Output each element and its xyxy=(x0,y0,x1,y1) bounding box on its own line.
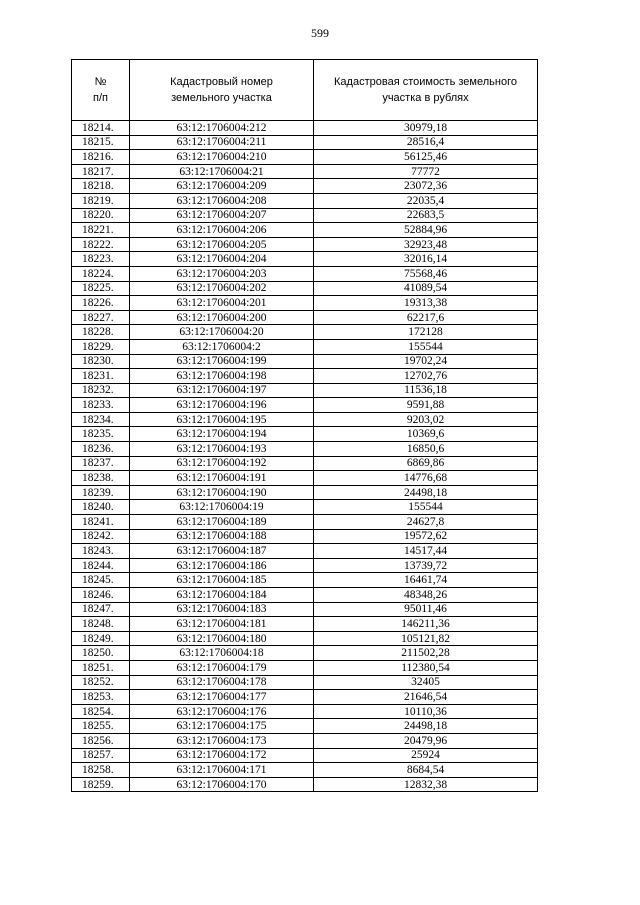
table-row xyxy=(72,529,538,544)
cadastral-number-cell: 63:12:1706004:177 xyxy=(130,690,314,705)
table-row xyxy=(72,442,538,457)
cadastral-value-cell: 41089,54 xyxy=(314,281,538,296)
table-row xyxy=(72,237,538,252)
row-number-cell: 18252. xyxy=(72,675,130,690)
cadastral-value-cell: 13739,72 xyxy=(314,558,538,573)
cadastral-number-cell: 63:12:1706004:203 xyxy=(130,266,314,281)
row-number-cell: 18257. xyxy=(72,748,130,763)
header-value-line-1: Кадастровая стоимость земельного xyxy=(334,76,517,88)
table-row xyxy=(72,354,538,369)
table-row xyxy=(72,427,538,442)
table-row xyxy=(72,456,538,471)
header-value-line-2: участка в рублях xyxy=(382,92,469,104)
cadastral-value-cell: 12832,38 xyxy=(314,777,538,792)
table-row xyxy=(72,748,538,763)
cadastral-number-cell: 63:12:1706004:208 xyxy=(130,193,314,208)
row-number-cell: 18258. xyxy=(72,763,130,778)
cadastral-value-cell: 24627,8 xyxy=(314,515,538,530)
cadastral-value-cell: 28516,4 xyxy=(314,135,538,150)
cadastral-value-cell: 22683,5 xyxy=(314,208,538,223)
cadastral-number-cell: 63:12:1706004:172 xyxy=(130,748,314,763)
table-row xyxy=(72,223,538,238)
cadastral-value-cell: 19313,38 xyxy=(314,296,538,311)
cadastral-value-cell: 16850,6 xyxy=(314,442,538,457)
table-body xyxy=(72,121,538,792)
cadastral-value-cell: 23072,36 xyxy=(314,179,538,194)
row-number-cell: 18235. xyxy=(72,427,130,442)
row-number-cell: 18249. xyxy=(72,631,130,646)
table-row xyxy=(72,383,538,398)
row-number-cell: 18233. xyxy=(72,398,130,413)
cadastral-value-cell: 155544 xyxy=(314,500,538,515)
cadastral-value-cell: 25924 xyxy=(314,748,538,763)
row-number-cell: 18231. xyxy=(72,369,130,384)
cadastral-value-cell: 24498,18 xyxy=(314,485,538,500)
row-number-cell: 18218. xyxy=(72,179,130,194)
cadastral-number-cell: 63:12:1706004:201 xyxy=(130,296,314,311)
cadastral-number-cell: 63:12:1706004:187 xyxy=(130,544,314,559)
row-number-cell: 18220. xyxy=(72,208,130,223)
row-number-cell: 18241. xyxy=(72,515,130,530)
table-row xyxy=(72,339,538,354)
table-row xyxy=(72,763,538,778)
table-row xyxy=(72,675,538,690)
table-row xyxy=(72,690,538,705)
cadastral-value-cell: 9203,02 xyxy=(314,412,538,427)
row-number-cell: 18256. xyxy=(72,733,130,748)
row-number-cell: 18254. xyxy=(72,704,130,719)
cadastral-value-cell: 10369,6 xyxy=(314,427,538,442)
cadastral-number-cell: 63:12:1706004:170 xyxy=(130,777,314,792)
cadastral-number-cell: 63:12:1706004:2 xyxy=(130,339,314,354)
table-row xyxy=(72,500,538,515)
table-row xyxy=(72,733,538,748)
cadastral-number-cell: 63:12:1706004:199 xyxy=(130,354,314,369)
cadastral-number-cell: 63:12:1706004:196 xyxy=(130,398,314,413)
table-row xyxy=(72,325,538,340)
cadastral-value-cell: 32405 xyxy=(314,675,538,690)
cadastral-number-cell: 63:12:1706004:18 xyxy=(130,646,314,661)
cadastral-value-cell: 9591,88 xyxy=(314,398,538,413)
cadastral-number-cell: 63:12:1706004:176 xyxy=(130,704,314,719)
table-row xyxy=(72,660,538,675)
cadastral-number-cell: 63:12:1706004:212 xyxy=(130,121,314,136)
table-row xyxy=(72,252,538,267)
cadastral-value-cell: 30979,18 xyxy=(314,121,538,136)
cadastral-number-cell: 63:12:1706004:202 xyxy=(130,281,314,296)
cadastral-number-cell: 63:12:1706004:183 xyxy=(130,602,314,617)
row-number-cell: 18224. xyxy=(72,266,130,281)
row-number-cell: 18236. xyxy=(72,442,130,457)
cadastral-value-cell: 52884,96 xyxy=(314,223,538,238)
table-row xyxy=(72,777,538,792)
header-cadastral-line-1: Кадастровый номер xyxy=(170,76,273,88)
cadastral-value-cell: 146211,36 xyxy=(314,617,538,632)
row-number-cell: 18239. xyxy=(72,485,130,500)
cadastral-number-cell: 63:12:1706004:191 xyxy=(130,471,314,486)
row-number-cell: 18240. xyxy=(72,500,130,515)
cadastral-number-cell: 63:12:1706004:188 xyxy=(130,529,314,544)
cadastral-number-cell: 63:12:1706004:175 xyxy=(130,719,314,734)
table-row xyxy=(72,369,538,384)
table-row xyxy=(72,412,538,427)
table-row xyxy=(72,573,538,588)
cadastral-value-cell: 16461,74 xyxy=(314,573,538,588)
cadastral-value-cell: 77772 xyxy=(314,164,538,179)
table-row xyxy=(72,208,538,223)
cadastral-number-cell: 63:12:1706004:194 xyxy=(130,427,314,442)
cadastral-number-cell: 63:12:1706004:190 xyxy=(130,485,314,500)
cadastral-value-cell: 155544 xyxy=(314,339,538,354)
header-number-line-1: № xyxy=(94,76,107,88)
cadastral-value-cell: 19702,24 xyxy=(314,354,538,369)
table-row xyxy=(72,193,538,208)
cadastral-number-cell: 63:12:1706004:206 xyxy=(130,223,314,238)
table-row xyxy=(72,719,538,734)
page-number: 599 xyxy=(311,26,329,40)
row-number-cell: 18248. xyxy=(72,617,130,632)
table-row xyxy=(72,631,538,646)
cadastral-number-cell: 63:12:1706004:207 xyxy=(130,208,314,223)
row-number-cell: 18221. xyxy=(72,223,130,238)
cadastral-number-cell: 63:12:1706004:197 xyxy=(130,383,314,398)
table-row xyxy=(72,179,538,194)
cadastral-number-cell: 63:12:1706004:186 xyxy=(130,558,314,573)
row-number-cell: 18238. xyxy=(72,471,130,486)
row-number-cell: 18242. xyxy=(72,529,130,544)
cadastral-value-cell: 95011,46 xyxy=(314,602,538,617)
row-number-cell: 18227. xyxy=(72,310,130,325)
cadastral-number-cell: 63:12:1706004:21 xyxy=(130,164,314,179)
cadastral-number-cell: 63:12:1706004:180 xyxy=(130,631,314,646)
cadastral-number-cell: 63:12:1706004:181 xyxy=(130,617,314,632)
table-row xyxy=(72,704,538,719)
table-header-row xyxy=(72,60,538,121)
header-cadastral-line-2: земельного участка xyxy=(171,92,272,104)
cadastral-value-cell: 21646,54 xyxy=(314,690,538,705)
header-number-line-2: п/п xyxy=(93,92,108,104)
cadastral-value-cell: 211502,28 xyxy=(314,646,538,661)
row-number-cell: 18234. xyxy=(72,412,130,427)
cadastral-value-cell: 172128 xyxy=(314,325,538,340)
table-row xyxy=(72,588,538,603)
row-number-cell: 18225. xyxy=(72,281,130,296)
cadastral-value-cell: 20479,96 xyxy=(314,733,538,748)
cadastral-value-cell: 62217,6 xyxy=(314,310,538,325)
row-number-cell: 18217. xyxy=(72,164,130,179)
row-number-cell: 18250. xyxy=(72,646,130,661)
table-row xyxy=(72,121,538,136)
cadastral-number-cell: 63:12:1706004:211 xyxy=(130,135,314,150)
row-number-cell: 18214. xyxy=(72,121,130,136)
row-number-cell: 18245. xyxy=(72,573,130,588)
header-cadastral-value xyxy=(314,60,538,121)
cadastral-number-cell: 63:12:1706004:193 xyxy=(130,442,314,457)
row-number-cell: 18222. xyxy=(72,237,130,252)
cadastral-value-cell: 6869,86 xyxy=(314,456,538,471)
table-row xyxy=(72,281,538,296)
cadastral-number-cell: 63:12:1706004:209 xyxy=(130,179,314,194)
row-number-cell: 18232. xyxy=(72,383,130,398)
table-row xyxy=(72,398,538,413)
cadastral-number-cell: 63:12:1706004:198 xyxy=(130,369,314,384)
row-number-cell: 18229. xyxy=(72,339,130,354)
table-row xyxy=(72,602,538,617)
header-number xyxy=(72,60,130,121)
cadastral-number-cell: 63:12:1706004:192 xyxy=(130,456,314,471)
table-row xyxy=(72,310,538,325)
cadastral-number-cell: 63:12:1706004:204 xyxy=(130,252,314,267)
cadastral-value-cell: 14517,44 xyxy=(314,544,538,559)
cadastral-number-cell: 63:12:1706004:19 xyxy=(130,500,314,515)
cadastral-value-cell: 112380,54 xyxy=(314,660,538,675)
table-row xyxy=(72,558,538,573)
cadastral-value-cell: 105121,82 xyxy=(314,631,538,646)
cadastral-number-cell: 63:12:1706004:185 xyxy=(130,573,314,588)
cadastral-value-cell: 32016,14 xyxy=(314,252,538,267)
row-number-cell: 18243. xyxy=(72,544,130,559)
table-row xyxy=(72,485,538,500)
cadastral-value-cell: 24498,18 xyxy=(314,719,538,734)
row-number-cell: 18219. xyxy=(72,193,130,208)
cadastral-number-cell: 63:12:1706004:200 xyxy=(130,310,314,325)
table-row xyxy=(72,617,538,632)
row-number-cell: 18253. xyxy=(72,690,130,705)
cadastral-number-cell: 63:12:1706004:184 xyxy=(130,588,314,603)
table-row xyxy=(72,646,538,661)
cadastral-value-cell: 48348,26 xyxy=(314,588,538,603)
row-number-cell: 18255. xyxy=(72,719,130,734)
cadastral-value-cell: 11536,18 xyxy=(314,383,538,398)
cadastral-table xyxy=(71,59,538,792)
cadastral-value-cell: 22035,4 xyxy=(314,193,538,208)
cadastral-number-cell: 63:12:1706004:171 xyxy=(130,763,314,778)
cadastral-value-cell: 32923,48 xyxy=(314,237,538,252)
cadastral-value-cell: 19572,62 xyxy=(314,529,538,544)
cadastral-value-cell: 12702,76 xyxy=(314,369,538,384)
cadastral-number-cell: 63:12:1706004:178 xyxy=(130,675,314,690)
table-row xyxy=(72,515,538,530)
row-number-cell: 18223. xyxy=(72,252,130,267)
row-number-cell: 18228. xyxy=(72,325,130,340)
cadastral-number-cell: 63:12:1706004:189 xyxy=(130,515,314,530)
cadastral-number-cell: 63:12:1706004:210 xyxy=(130,150,314,165)
table-row xyxy=(72,135,538,150)
row-number-cell: 18246. xyxy=(72,588,130,603)
cadastral-number-cell: 63:12:1706004:195 xyxy=(130,412,314,427)
cadastral-number-cell: 63:12:1706004:205 xyxy=(130,237,314,252)
row-number-cell: 18247. xyxy=(72,602,130,617)
table-row xyxy=(72,544,538,559)
table-row xyxy=(72,471,538,486)
cadastral-value-cell: 10110,36 xyxy=(314,704,538,719)
table-row xyxy=(72,296,538,311)
row-number-cell: 18230. xyxy=(72,354,130,369)
cadastral-value-cell: 56125,46 xyxy=(314,150,538,165)
header-cadastral-number xyxy=(130,60,314,121)
cadastral-value-cell: 8684,54 xyxy=(314,763,538,778)
row-number-cell: 18226. xyxy=(72,296,130,311)
cadastral-value-cell: 75568,46 xyxy=(314,266,538,281)
row-number-cell: 18251. xyxy=(72,660,130,675)
row-number-cell: 18215. xyxy=(72,135,130,150)
cadastral-number-cell: 63:12:1706004:20 xyxy=(130,325,314,340)
row-number-cell: 18244. xyxy=(72,558,130,573)
cadastral-value-cell: 14776,68 xyxy=(314,471,538,486)
row-number-cell: 18237. xyxy=(72,456,130,471)
table-row xyxy=(72,150,538,165)
table-row xyxy=(72,164,538,179)
table-row xyxy=(72,266,538,281)
row-number-cell: 18216. xyxy=(72,150,130,165)
cadastral-number-cell: 63:12:1706004:179 xyxy=(130,660,314,675)
row-number-cell: 18259. xyxy=(72,777,130,792)
cadastral-number-cell: 63:12:1706004:173 xyxy=(130,733,314,748)
